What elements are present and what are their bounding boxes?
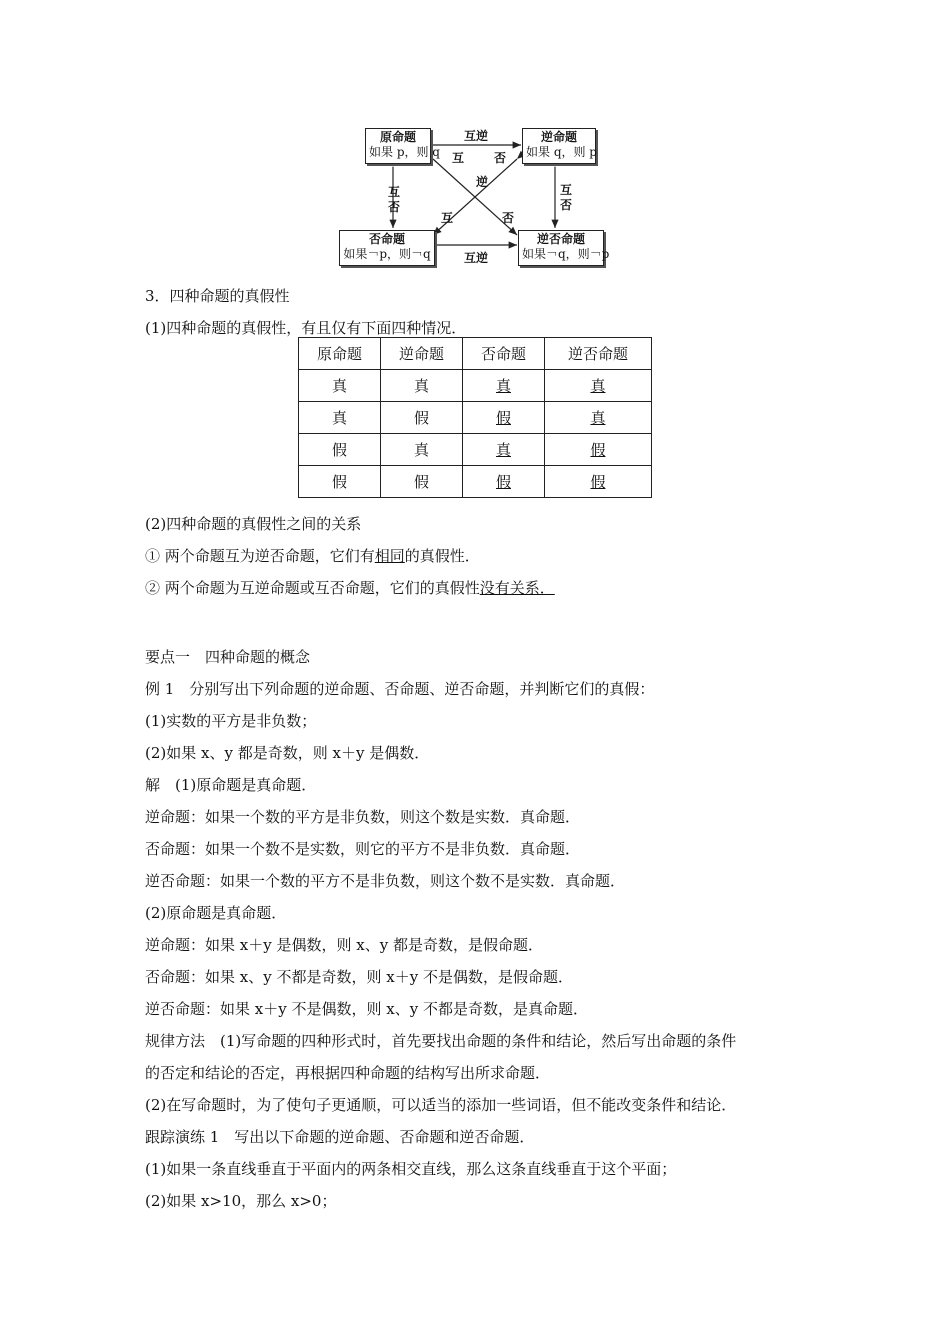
label-cross-fou-bottom: 否 bbox=[502, 211, 515, 225]
example1-q1: (1)实数的平方是非负数； bbox=[145, 712, 317, 730]
table-cell-text: 真 bbox=[590, 377, 606, 395]
label-cross-hu-top: 互 bbox=[452, 151, 465, 165]
solution-line-1: 解 (1)原命题是真命题． bbox=[145, 776, 317, 794]
method-line-2: 的否定和结论的否定，再根据四种命题的结构写出所求命题． bbox=[145, 1064, 551, 1082]
label-top-mutual-converse: 互逆 bbox=[464, 129, 489, 143]
section3-p4-a: ② 两个命题为互逆命题或互否命题，它们的真假性 bbox=[145, 579, 480, 597]
section3-p4 bbox=[145, 578, 555, 598]
exercise1-q2: (2)如果 x>10，那么 x>0； bbox=[145, 1192, 337, 1210]
box-contrapositive-proposition bbox=[518, 230, 610, 266]
table-cell-text: 假 bbox=[590, 473, 606, 491]
solution-line-2: 逆命题：如果一个数的平方是非负数，则这个数是实数．真命题． bbox=[145, 808, 581, 826]
table-cell: 假 bbox=[299, 434, 381, 466]
section3-p3-c: 的真假性． bbox=[404, 547, 480, 565]
exercise1-q1: (1)如果一条直线垂直于平面内的两条相交直线，那么这条直线垂直于这个平面； bbox=[145, 1160, 677, 1178]
table-row bbox=[299, 370, 652, 402]
solution-line-6: 逆命题：如果 x＋y 是偶数，则 x、y 都是奇数，是假命题． bbox=[145, 936, 543, 954]
table-cell bbox=[545, 434, 652, 466]
table-cell: 真 bbox=[381, 434, 463, 466]
table-cell-text: 假 bbox=[495, 473, 511, 491]
label-cross-ni: 逆 bbox=[476, 175, 489, 189]
table-cell bbox=[545, 370, 652, 402]
table-header-row bbox=[299, 338, 652, 370]
label-right-fou: 否 bbox=[559, 198, 572, 212]
table-cell bbox=[545, 466, 652, 498]
solution-line-5: (2)原命题是真命题． bbox=[145, 904, 287, 922]
label-cross-fou-top: 否 bbox=[494, 151, 507, 165]
box-original-proposition bbox=[365, 128, 440, 164]
solution-line-3: 否命题：如果一个数不是实数，则它的平方不是非负数．真命题． bbox=[145, 840, 581, 858]
table-cell: 真 bbox=[381, 370, 463, 402]
table-cell: 假 bbox=[381, 402, 463, 434]
box-contrapositive-title: 逆否命题 bbox=[536, 232, 585, 246]
table-header: 否命题 bbox=[463, 338, 545, 370]
table-cell: 假 bbox=[299, 466, 381, 498]
section3-p2: (2)四种命题的真假性之间的关系 bbox=[145, 515, 362, 533]
box-converse-title: 逆命题 bbox=[540, 130, 577, 144]
label-cross-hu-bottom: 互 bbox=[441, 211, 454, 225]
label-left-hu: 互 bbox=[387, 185, 400, 199]
table-cell: 真 bbox=[299, 370, 381, 402]
solution-line-7: 否命题：如果 x、y 不都是奇数，则 x＋y 不是偶数，是假命题． bbox=[145, 968, 573, 986]
table-row bbox=[299, 466, 652, 498]
table-cell: 真 bbox=[299, 402, 381, 434]
box-original-title: 原命题 bbox=[379, 130, 416, 144]
section3-p1: (1)四种命题的真假性，有且仅有下面四种情况． bbox=[145, 319, 467, 337]
example1-q2: (2)如果 x、y 都是奇数，则 x＋y 是偶数． bbox=[145, 744, 430, 762]
solution-line-8: 逆否命题：如果 x＋y 不是偶数，则 x、y 不都是奇数，是真命题． bbox=[145, 1000, 588, 1018]
solution-line-4: 逆否命题：如果一个数的平方不是非负数，则这个数不是实数．真命题． bbox=[145, 872, 626, 890]
box-inverse-title: 否命题 bbox=[368, 232, 405, 246]
box-inverse-sub: 如果￢p，则￢q bbox=[343, 247, 431, 261]
table-cell bbox=[463, 466, 545, 498]
label-bottom-mutual-converse: 互逆 bbox=[464, 251, 489, 265]
table-cell-text: 真 bbox=[495, 377, 511, 395]
table-cell: 假 bbox=[381, 466, 463, 498]
table-cell-text: 假 bbox=[495, 409, 511, 427]
table-cell-text: 真 bbox=[590, 409, 606, 427]
label-left-fou: 否 bbox=[387, 200, 400, 214]
table-header: 原命题 bbox=[299, 338, 381, 370]
table-cell-text: 真 bbox=[495, 441, 511, 459]
label-right-hu: 互 bbox=[559, 183, 572, 197]
table-cell bbox=[545, 402, 652, 434]
truth-table bbox=[298, 337, 652, 498]
method-line-1: 规律方法 (1)写命题的四种形式时，首先要找出命题的条件和结论，然后写出命题的条件 bbox=[145, 1032, 737, 1050]
box-inverse-proposition bbox=[339, 230, 435, 266]
box-converse-proposition bbox=[522, 128, 596, 164]
table-header: 逆否命题 bbox=[545, 338, 652, 370]
section3-p3-a: ① 两个命题互为逆否命题，它们有 bbox=[145, 547, 375, 565]
box-converse-sub: 如果 q，则 p bbox=[526, 145, 597, 159]
section3-heading: 3．四种命题的真假性 bbox=[145, 287, 290, 305]
table-cell-text: 假 bbox=[590, 441, 606, 459]
keypoint-heading: 要点一 四种命题的概念 bbox=[145, 648, 311, 666]
box-original-sub: 如果 p，则 q bbox=[369, 145, 440, 159]
box-contrapositive-sub: 如果￢q，则￢p bbox=[522, 247, 610, 261]
exercise1-title: 跟踪演练 1 写出以下命题的逆命题、否命题和逆否命题． bbox=[145, 1128, 535, 1146]
four-propositions-diagram bbox=[333, 123, 610, 273]
table-row bbox=[299, 402, 652, 434]
example1-title: 例 1 分别写出下列命题的逆命题、否命题、逆否命题，并判断它们的真假： bbox=[145, 680, 655, 698]
table-cell bbox=[463, 434, 545, 466]
method-line-3: (2)在写命题时，为了使句子更通顺，可以适当的添加一些词语，但不能改变条件和结论． bbox=[145, 1096, 737, 1114]
table-row bbox=[299, 434, 652, 466]
table-cell bbox=[463, 370, 545, 402]
section3-p3 bbox=[145, 546, 480, 566]
section3-p4-b: 没有关系． bbox=[479, 579, 555, 597]
section3-p3-b: 相同 bbox=[374, 547, 405, 565]
table-cell bbox=[463, 402, 545, 434]
table-header: 逆命题 bbox=[381, 338, 463, 370]
